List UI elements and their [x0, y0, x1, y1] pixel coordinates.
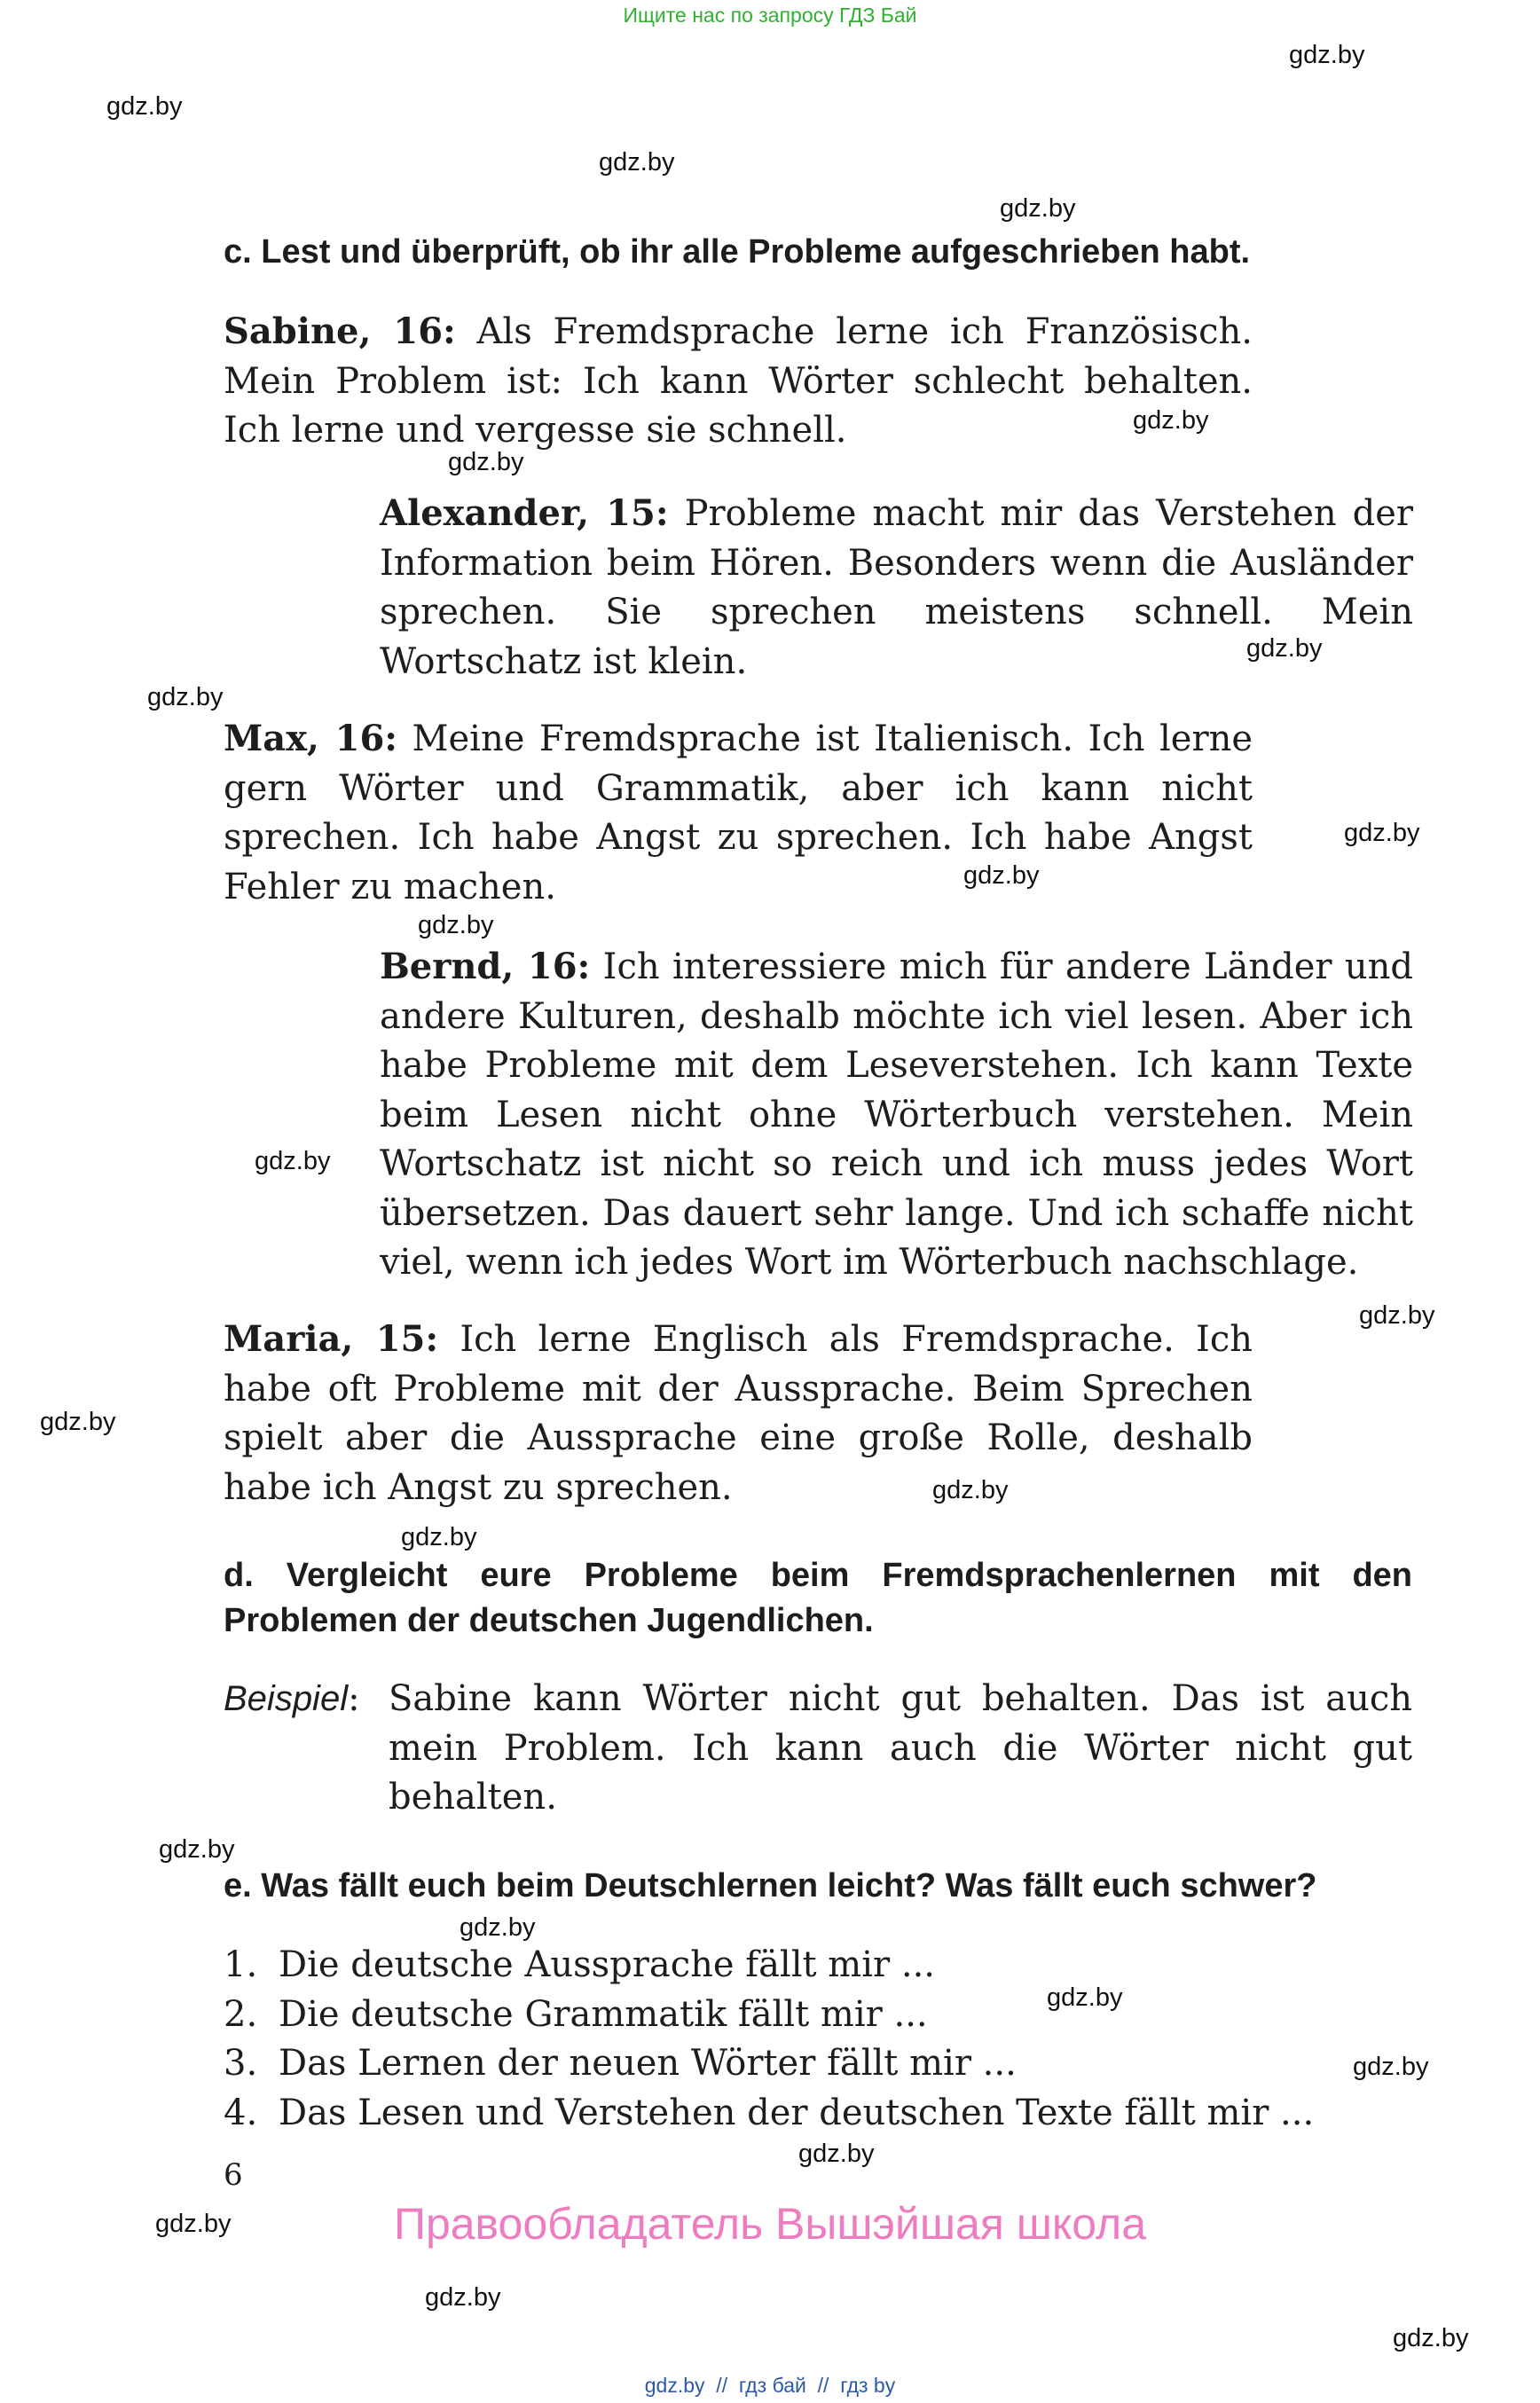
speaker-name: Sabine, 16:	[224, 310, 456, 352]
example-label-colon: :	[348, 1678, 360, 1719]
list-item-number: 3.	[224, 2043, 258, 2084]
entry-maria	[224, 1315, 1253, 1512]
entry-bernd	[380, 942, 1413, 1288]
entry-text: Ich lerne Englisch als Fremdsprache. Ich habe oft Probleme mit der Aussprache. Beim Sprechen spielt aber die Aussprache eine große Rolle, deshalb habe ich Angst zu sprechen.	[224, 1319, 1253, 1508]
watermark: gdz.by	[1393, 2324, 1469, 2352]
speaker-name: Bernd, 16:	[380, 946, 591, 987]
entry-text: Ich interessiere mich für andere Länder und andere Kulturen, deshalb möchte ich viel lesen. Aber ich habe Probleme mit dem Leseverstehen. Ich kann Texte beim Lesen nicht ohne Wörterbuch verstehen. Mein Wortschatz ist nicht so reich und ich muss jedes Wort übersetzen. Das dauert sehr lange. Und ich schaffe nicht viel, wenn ich jedes Wort im Wörterbuch nachschlage.	[380, 946, 1413, 1283]
watermark: gdz.by	[155, 2210, 232, 2238]
watermark: gdz.by	[106, 92, 183, 121]
example-text: Sabine kann Wörter nicht gut behalten. Das ist auch mein Problem. Ich kann auch die Wörter nicht gut behalten.	[389, 1678, 1412, 1818]
watermark: gdz.by	[1359, 1301, 1435, 1330]
watermark: gdz.by	[599, 148, 675, 177]
entry-text: Als Fremdsprache lerne ich Französisch. Mein Problem ist: Ich kann Wörter schlecht behalten. Ich lerne und vergesse sie schnell.	[224, 311, 1253, 451]
watermark: gdz.by	[401, 1523, 477, 1551]
entry-alexander	[380, 489, 1413, 687]
footer-links[interactable]: gdz.by // гдз бай // гдз by	[644, 2374, 896, 2397]
list-item	[224, 2039, 1412, 2089]
entry-sabine	[224, 307, 1253, 456]
watermark: gdz.by	[798, 2140, 875, 2168]
top-banner[interactable]: Ищите нас по запросу ГДЗ Бай	[623, 4, 917, 27]
speaker-name: Alexander, 15:	[380, 492, 669, 534]
entry-text: Meine Fremdsprache ist Italienisch. Ich lerne gern Wörter und Grammatik, aber ich kann nicht sprechen. Ich habe Angst zu sprechen. Ich habe Angst Fehler zu machen.	[224, 719, 1253, 907]
watermark: gdz.by	[1289, 41, 1365, 69]
example-label	[224, 1675, 388, 1724]
list-item-text: Die deutsche Aussprache fällt mir ...	[279, 1944, 935, 1985]
watermark: gdz.by	[40, 1408, 116, 1436]
page-number: 6	[224, 2157, 243, 2193]
watermark: gdz.by	[963, 861, 1040, 890]
watermark: gdz.by	[1353, 2053, 1429, 2081]
speaker-name: Maria, 15:	[224, 1318, 439, 1360]
watermark: gdz.by	[1246, 634, 1323, 663]
watermark: gdz.by	[1133, 406, 1209, 435]
list-item-text: Das Lesen und Verstehen der deutschen Texte fällt mir ...	[279, 2092, 1315, 2133]
list-item	[224, 2089, 1412, 2139]
list-item	[224, 1991, 1412, 2040]
entry-text: Probleme macht mir das Verstehen der Information beim Hören. Besonders wenn die Ausländer sprechen. Sie sprechen meistens schnell. Mein Wortschatz ist klein.	[380, 493, 1414, 682]
watermark: gdz.by	[448, 448, 524, 476]
example-label-word: Beispiel	[224, 1679, 349, 1718]
watermark: gdz.by	[147, 683, 224, 711]
list-item-text: Die deutsche Grammatik fällt mir ...	[279, 1993, 928, 2035]
task-e-list	[224, 1941, 1412, 2138]
watermark: gdz.by	[1047, 1983, 1123, 2012]
list-item-text: Das Lernen der neuen Wörter fällt mir ...	[279, 2043, 1017, 2084]
watermark: gdz.by	[932, 1476, 1009, 1504]
watermark: gdz.by	[159, 1835, 235, 1864]
watermark: gdz.by	[255, 1147, 331, 1175]
list-item-number: 2.	[224, 1993, 258, 2035]
watermark: gdz.by	[460, 1913, 536, 1942]
entry-max	[224, 714, 1253, 912]
task-d-heading: d. Vergleicht eure Probleme beim Fremdsprachenlernen mit den Problemen der deutschen Jugendlichen.	[224, 1557, 1412, 1639]
speaker-name: Max, 16:	[224, 718, 398, 759]
watermark: gdz.by	[1000, 194, 1076, 223]
rights-holder: Правообладатель Вышэйшая школа	[394, 2199, 1146, 2249]
watermark: gdz.by	[1344, 819, 1420, 847]
task-e-heading: e. Was fällt euch beim Deutschlernen leicht? Was fällt euch schwer?	[224, 1867, 1317, 1904]
watermark: gdz.by	[418, 911, 494, 939]
list-item	[224, 1941, 1412, 1991]
watermark: gdz.by	[425, 2283, 501, 2312]
task-c-heading: c. Lest und überprüft, ob ihr alle Probleme aufgeschrieben habt.	[224, 233, 1251, 271]
list-item-number: 1.	[224, 1944, 258, 1985]
list-item-number: 4.	[224, 2092, 258, 2133]
